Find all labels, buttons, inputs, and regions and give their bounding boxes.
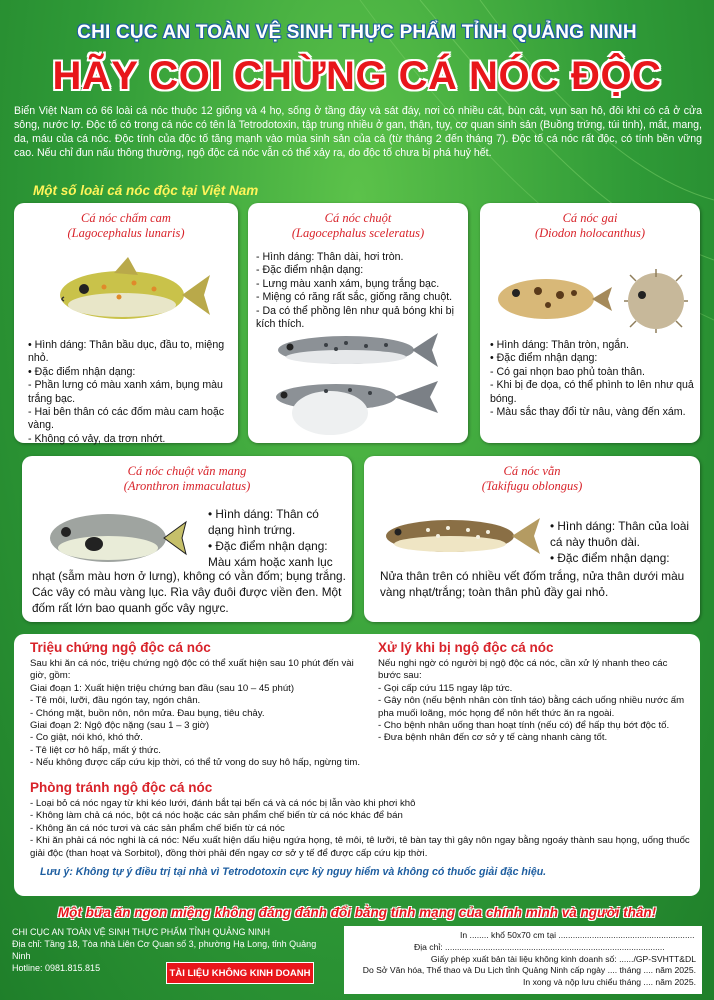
- fish-card-gai: [480, 203, 700, 443]
- pub-line: Địa chỉ: ............................................................................................: [414, 941, 665, 952]
- fish-sci-name: (Lagocephalus sceleratus): [291, 226, 425, 240]
- intro-text: Biển Việt Nam có 66 loài cá nóc thuộc 12 giống và 4 họ, sống ở tầng đáy và sát đáy, nơi có nhiều cát, bùn cát, vụn san hô, đôi khi có cả ở cửa sông, nước lợ. Độc tố có trong cá nóc có tên là Tetrodotoxin, tập trung nhiều ở gan, thận, tụy, cơ quan sinh sản (Buồng trứng, túi tinh), mắt, mang, da, máu của cá nóc. Độc tính của độc tố tăng mạnh vào mùa sinh sản của cá (từ tháng 2 đến tháng 7). Độc tố cá nóc rất độc, có tính bền vững cao. Nếu chỉ đun nấu thông thường, ngộ độc cá nóc vẫn có thể xảy ra, do độc tố chưa bị phá huỷ hết.: [14, 105, 702, 159]
- fish-name: Cá nóc gai: [562, 211, 618, 225]
- fish-name: Cá nóc chuột: [324, 211, 392, 225]
- treatment-heading: Xử lý khi bị ngộ độc cá nóc: [378, 640, 554, 655]
- fish-image-chuot-inflated: [266, 375, 441, 437]
- prevention-note: Lưu ý: Không tự ý điều trị tại nhà vì Tetrodotoxin cực kỳ nguy hiểm và không có thuốc giải đặc hiệu.: [40, 866, 547, 879]
- pub-line: In xong và nộp lưu chiểu tháng .... năm 2025.: [523, 977, 696, 988]
- fish-desc-line: • Hình dáng: Thân của loài cá này thuôn dài.: [550, 519, 690, 549]
- symptom-line: - Chóng mặt, buồn nôn, nôn mửa. Đau bụng, tiêu chảy.: [30, 707, 265, 719]
- fish-desc-line: - Hai bên thân có các đốm màu cam hoặc vàng.: [28, 406, 225, 432]
- fish-desc-line: - Không có vảy, da trơn nhớt.: [28, 432, 166, 445]
- fish-card-cham-cam: [14, 203, 238, 443]
- fish-card-chuot-van-mang: [22, 456, 352, 622]
- fish-desc-line: • Đặc điểm nhận dạng:: [490, 352, 598, 365]
- pub-line: Do Sở Văn hóa, Thể thao và Du Lịch tỉnh Quảng Ninh cấp ngày .... tháng .... năm 2025.: [362, 965, 696, 976]
- fish-desc-line: - Miệng có răng rất sắc, giống răng chuột.: [256, 291, 453, 304]
- fish-desc-line: - Phần lưng có màu xanh xám, bụng màu trắng bạc.: [28, 379, 223, 405]
- footer-address: Địa chỉ: Tầng 18, Tòa nhà Liên Cơ Quan số 3, phường Hạ Long, tỉnh Quảng Ninh: [12, 939, 317, 961]
- fish-desc-line: - Có gai nhọn bao phủ toàn thân.: [490, 365, 645, 378]
- fish-sci-name: (Aronthron immaculatus): [123, 479, 251, 493]
- fish-sci-name: (Takifugu oblongus): [481, 479, 583, 493]
- fish-desc-line: - Đặc điểm nhận dạng:: [256, 264, 364, 277]
- fish-desc-line: • Hình dáng: Thân bầu dục, đầu to, miệng nhỏ.: [28, 339, 225, 365]
- fish-desc-full: Nửa thân trên có nhiều vết đốm trắng, nửa thân dưới màu vàng nhạt/trắng; toàn thân phủ đầy gai nhỏ.: [380, 569, 685, 599]
- fish-name: Cá nóc chấm cam: [81, 211, 171, 225]
- fish-desc-line: - Da có thể phồng lên như quả bóng khi bị kích thích.: [256, 304, 454, 331]
- fish-desc-line: - Hình dáng: Thân dài, hơi tròn.: [256, 251, 404, 263]
- fish-desc-line: • Đặc điểm nhận dạng:: [28, 365, 136, 378]
- fish-desc-line: Màu xám hoặc xanh lục: [208, 555, 333, 569]
- pub-line: Giấy phép xuất bản tài liệu không kinh doanh số: ....../GP-SVHTT&DL: [430, 953, 696, 964]
- fish-desc-line: • Hình dáng: Thân tròn, ngắn.: [490, 339, 629, 351]
- symptoms-section: [30, 640, 360, 770]
- treatment-line: - Đưa bệnh nhân đến cơ sở y tế càng nhanh càng tốt.: [378, 732, 608, 744]
- symptom-line: - Tê môi, lưỡi, đầu ngón tay, ngón chân.: [30, 695, 201, 707]
- symptom-line: Giai đoạn 1: Xuất hiện triệu chứng ban đầu (sau 10 – 45 phút): [30, 682, 295, 694]
- fish-desc-full: nhạt (sẫm màu hơn ở lưng), không có vằn đốm; bụng trắng. Các vây có màu vàng lục. Rìa vây đuôi được viền đen. Một đốm rất lớn bao quanh gốc vây ngực.: [32, 569, 346, 615]
- footer-hotline: Hotline: 0981.815.815: [12, 963, 101, 973]
- pub-line: In ........ khổ 50x70 cm tại .........................................................: [460, 930, 695, 940]
- symptoms-heading: Triệu chứng ngộ độc cá nóc: [30, 640, 211, 655]
- publication-info: [344, 926, 702, 994]
- treatment-line: - Cho bệnh nhân uống than hoạt tính (nếu có) để hấp thụ bớt độc tố.: [378, 720, 670, 732]
- prevention-section: [30, 780, 690, 878]
- symptom-line: Giai đoạn 2: Ngộ độc nặng (sau 1 – 3 giờ): [30, 720, 210, 732]
- footer-org: CHI CỤC AN TOÀN VỆ SINH THỰC PHẨM TỈNH QUẢNG NINH: [12, 927, 271, 937]
- slogan: Một bữa ăn ngon miệng không đáng đánh đổi bằng tính mạng của chính mình và người thân!: [57, 905, 657, 920]
- prevention-line: - Loại bỏ cá nóc ngay từ khi kéo lưới, đánh bắt tại bến cá và cá nóc bị lẫn vào khi phơi khô: [30, 798, 416, 809]
- symptom-line: - Nếu không được cấp cứu kịp thời, có thể tử vong do suy hô hấp, ngừng tim.: [30, 757, 360, 769]
- fish-image-chuot: [266, 325, 441, 375]
- treatment-line: - Gây nôn (nếu bệnh nhân còn tỉnh táo) bằng cách uống nhiều nước ấm pha muối loãng, móc họng để nôn hết thức ăn ra ngoài.: [378, 695, 685, 719]
- prevention-line: - Không ăn cá nóc tươi và các sản phẩm chế biến từ cá nóc: [30, 822, 285, 834]
- fish-card-chuot: [248, 203, 468, 443]
- symptom-line: - Tê liệt cơ hô hấp, mất ý thức.: [30, 744, 161, 756]
- info-box: [14, 634, 700, 896]
- fish-desc-line: - Khi bị đe dọa, có thể phình to lên như quả bóng.: [490, 379, 694, 405]
- fish-image-gai: [488, 263, 692, 333]
- fish-desc-line: • Đặc điểm nhận dạng:: [550, 551, 670, 565]
- fish-desc-line: • Hình dáng: Thân có dạng hình trứng.: [208, 507, 319, 537]
- species-heading: Một số loài cá nóc độc tại Việt Nam: [33, 183, 259, 198]
- fish-image-cham-cam: [44, 253, 214, 329]
- org-title: CHI CỤC AN TOÀN VỆ SINH THỰC PHẨM TỈNH QUẢNG NINH: [77, 22, 637, 43]
- non-commercial-badge: TÀI LIỆU KHÔNG KINH DOANH: [166, 962, 314, 984]
- fish-desc-line: - Màu sắc thay đổi từ nâu, vàng đến xám.: [490, 406, 686, 419]
- fish-desc-line: - Lưng màu xanh xám, bụng trắng bạc.: [256, 277, 440, 290]
- fish-sci-name: (Lagocephalus lunaris): [67, 226, 185, 240]
- fish-image-chuot-van-mang: [38, 504, 188, 572]
- page-title: HÃY COI CHỪNG CÁ NÓC ĐỘC: [52, 54, 662, 98]
- symptom-line: Sau khi ăn cá nóc, triệu chứng ngộ độc có thể xuất hiện sau 10 phút đến vài giờ, gồm:: [30, 658, 354, 682]
- fish-name: Cá nóc vằn: [503, 464, 561, 478]
- fish-sci-name: (Diodon holocanthus): [534, 226, 646, 240]
- prevention-line: - Khi ăn phải cá nóc nghi là cá nóc: Nếu xuất hiện dấu hiệu ngứa họng, tê môi, tê lưỡi, tê bàn tay thì gây nôn ngay bằng ngoáy thành sau họng, uống thuốc giải độc (than hoạt và Sorbitol), đồng thời phải đến ngay cơ sở y tế để được cấp cứu kịp thời.: [30, 835, 690, 859]
- treatment-section: [378, 640, 692, 745]
- prevention-line: - Không làm chả cá nóc, bột cá nóc hoặc các sản phẩm chế biến từ cá nóc khác để bán: [30, 810, 403, 822]
- prevention-heading: Phòng tránh ngộ độc cá nóc: [30, 780, 213, 795]
- treatment-line: - Gọi cấp cứu 115 ngay lập tức.: [378, 682, 513, 694]
- treatment-line: Nếu nghi ngờ có người bị ngộ độc cá nóc, cần xử lý nhanh theo các bước sau:: [378, 658, 668, 682]
- fish-card-van: [364, 456, 700, 622]
- fish-desc-line: • Đặc điểm nhận dạng:: [208, 539, 328, 553]
- symptom-line: - Co giật, nói khó, khó thở.: [30, 732, 143, 744]
- fish-name: Cá nóc chuột vằn mang: [127, 464, 247, 478]
- fish-image-van: [378, 512, 542, 560]
